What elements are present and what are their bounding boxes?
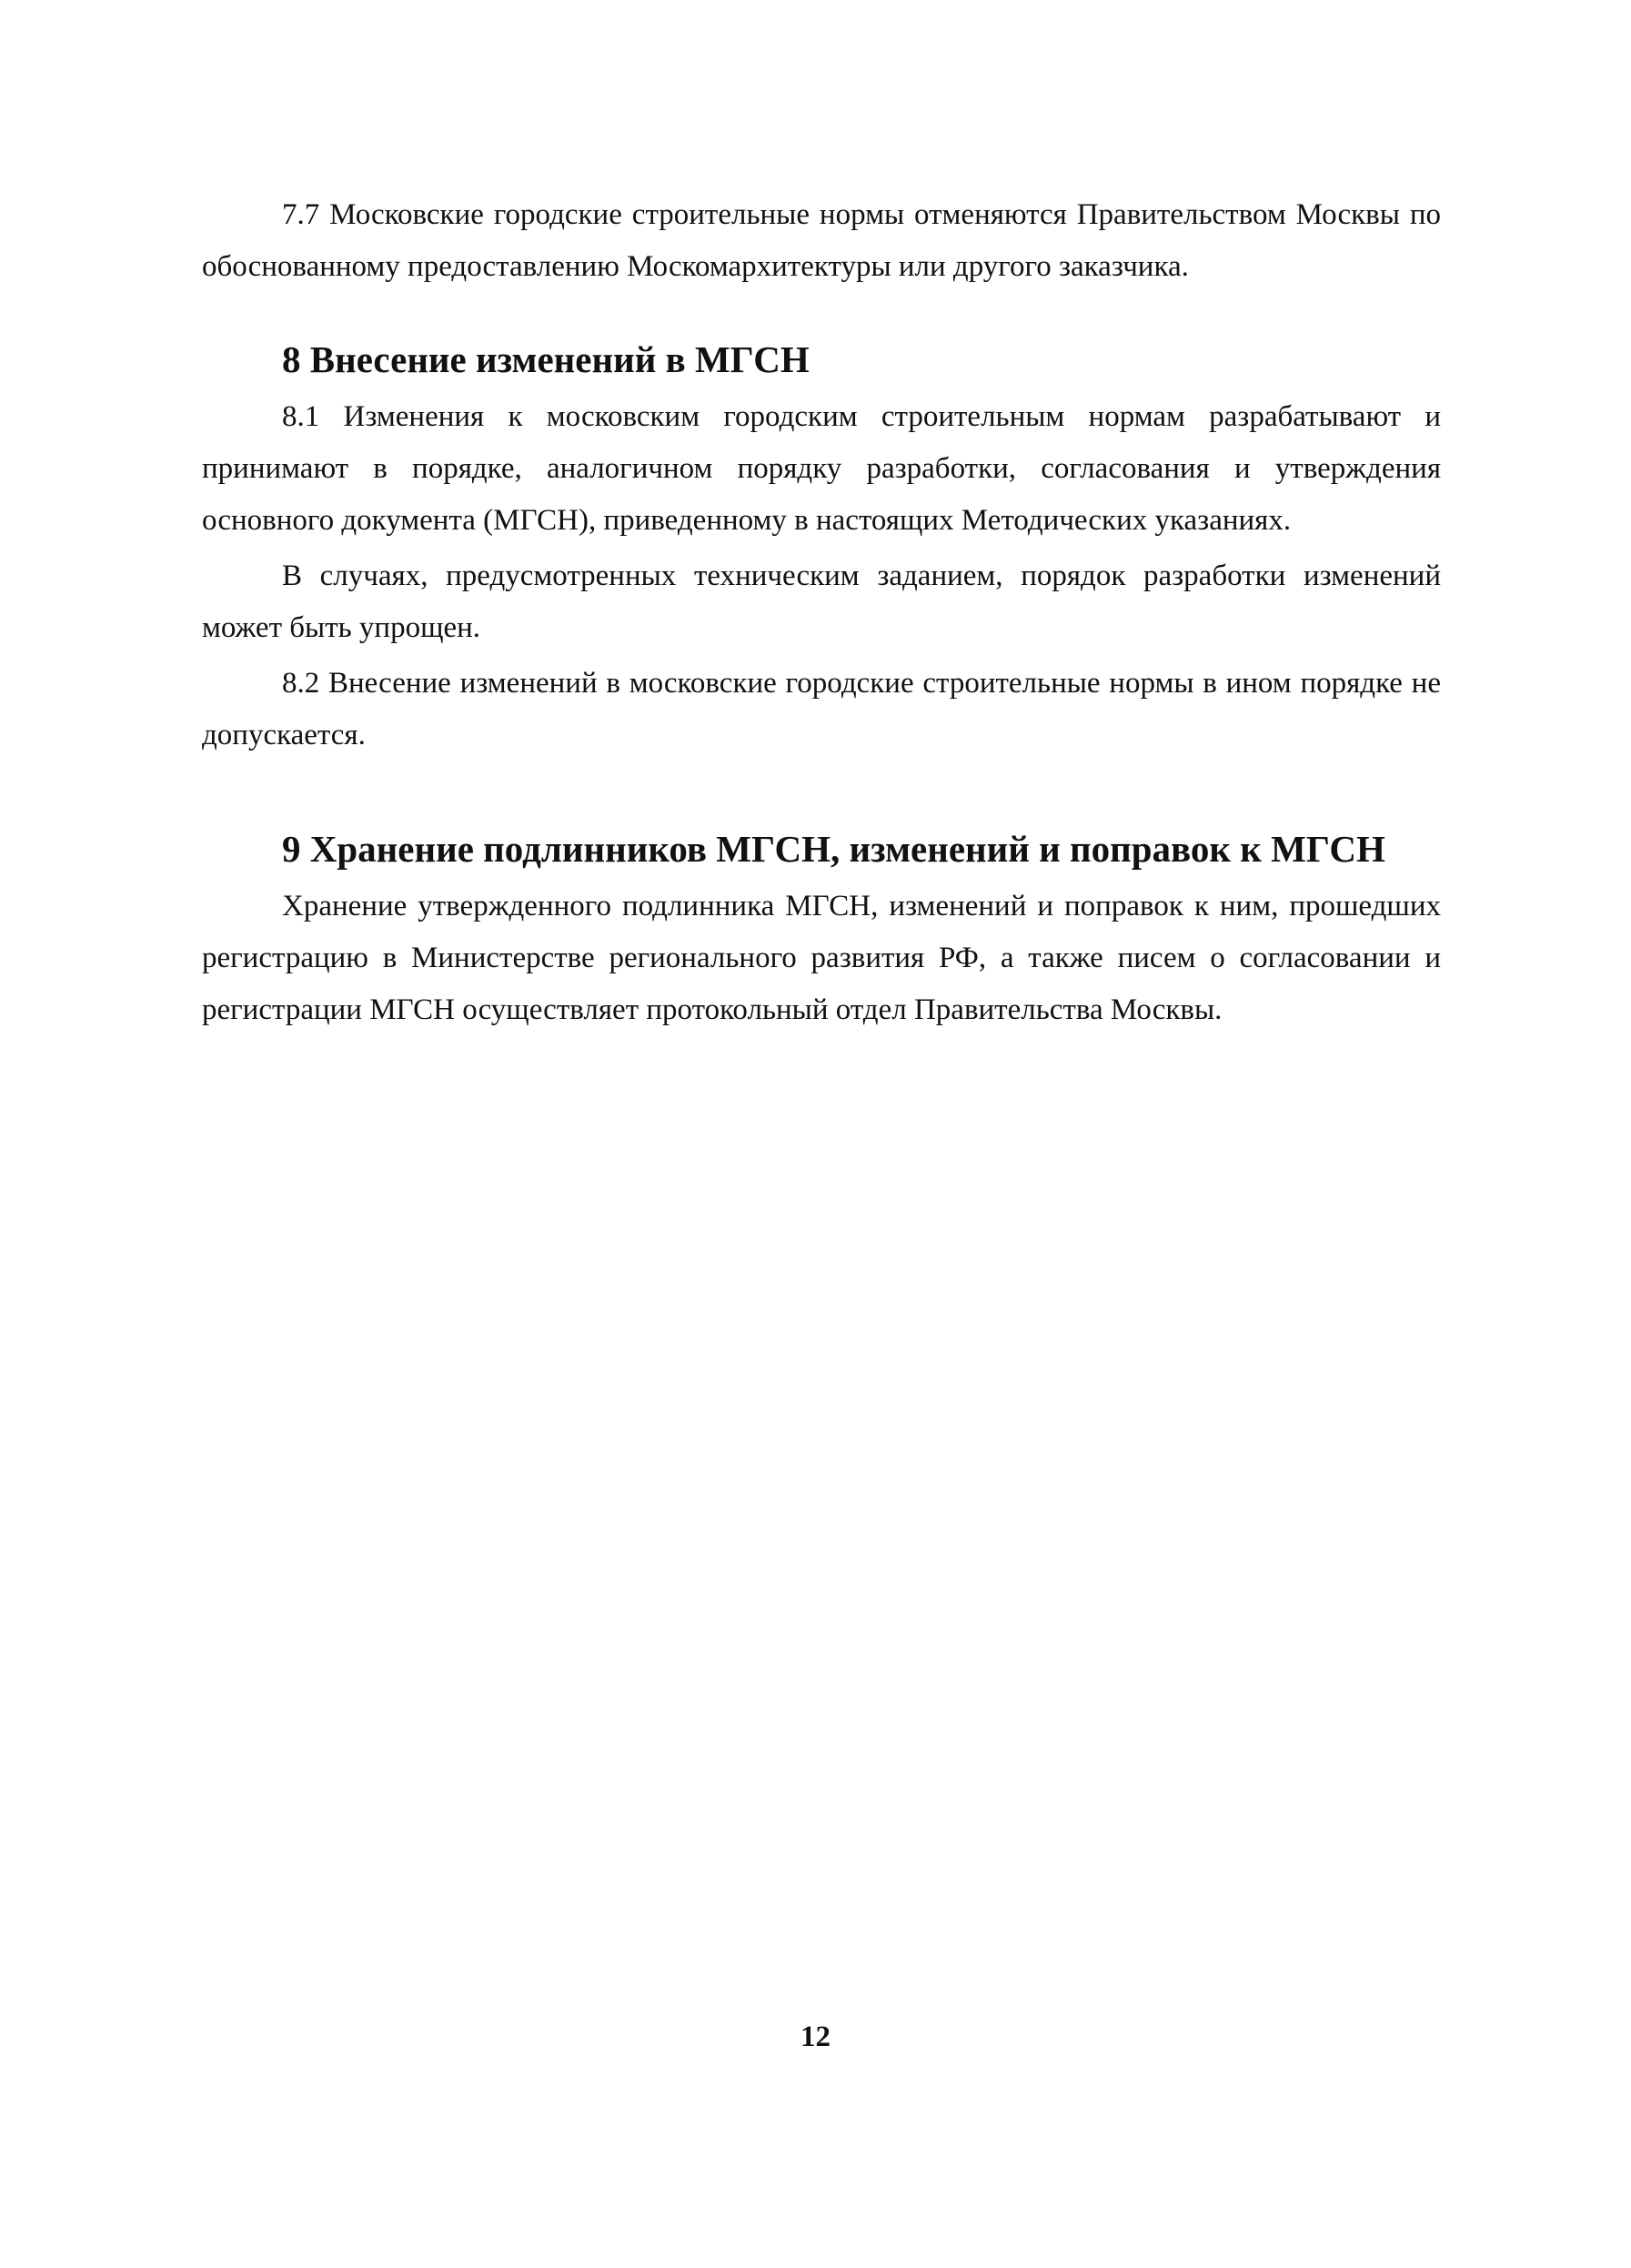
paragraph-8-1: 8.1 Изменения к московским городским строительным нормам разрабатывают и принимают в порядке, аналогичном порядку разработки, согласования и утверждения основного документа (МГСН), приведенному в настоящих Методических указаниях. (202, 400, 1441, 537)
paragraph-9: Хранение утвержденного подлинника МГСН, изменений и поправок к ним, прошедших регистрацию в Министерстве регионального развития РФ, а также писем о согласовании и регистрации МГСН осуществляет протокольный отдел Правительства Москвы. (202, 890, 1441, 1026)
section-8-heading: 8 Внесение изменений в МГСН (282, 338, 810, 380)
paragraph-7-7: 7.7 Московские городские строительные нормы отменяются Правительством Москвы по обоснованному предоставлению Москомархитектуры или другого заказчика. (202, 198, 1441, 283)
section-9-heading: 9 Хранение подлинников МГСН, изменений и поправок к МГСН (282, 828, 1385, 870)
page-number: 12 (800, 2021, 831, 2053)
page-content (202, 189, 1441, 1036)
paragraph-8-2: 8.2 Внесение изменений в московские городские строительные нормы в ином порядке не допускается. (202, 667, 1441, 751)
paragraph-8-1-continued: В случаях, предусмотренных техническим заданием, порядок разработки изменений может быть упрощен. (202, 559, 1441, 644)
